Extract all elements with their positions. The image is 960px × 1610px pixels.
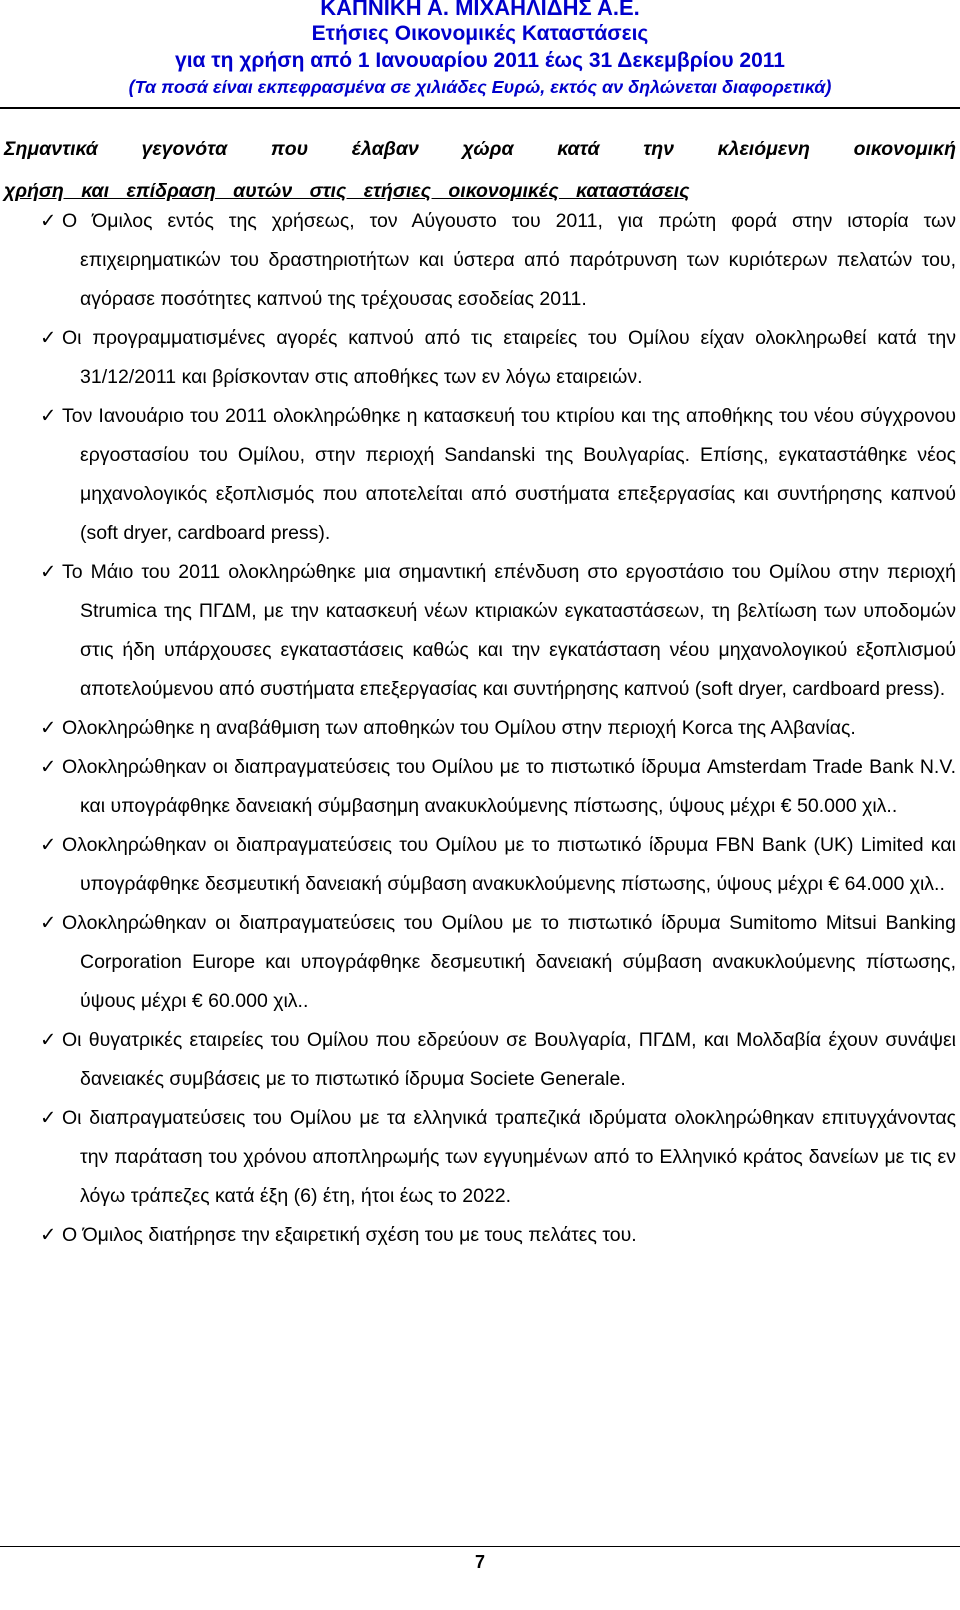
list-item-text: Οι διαπραγματεύσεις του Ομίλου με τα ελληνικά τραπεζικά ιδρύματα ολοκληρώθηκαν επιτυγχάνοντας την παράταση του χρόνου αποπληρωμής των εγγυημένων από το Ελληνικό κράτος δανείων με τις εν λόγω τράπεζες κατά έξη (6) έτη, ήτοι έως το 2022. — [62, 1107, 956, 1207]
check-mark-icon: ✓ — [40, 1107, 57, 1129]
list-item — [0, 826, 960, 904]
check-mark-icon: ✓ — [40, 717, 57, 739]
check-mark-icon: ✓ — [40, 327, 57, 349]
list-item-text: Ολοκληρώθηκαν οι διαπραγματεύσεις του Ομίλου με το πιστωτικό ίδρυμα Sumitomo Mitsui Banking Corporation Europe και υπογράφθηκε δεσμευτική δανειακή σύμβαση ανακυκλούμενης πίστωσης, ύψους μέχρι € 60.000 χιλ.. — [62, 912, 956, 1012]
list-item-text: Οι προγραμματισμένες αγορές καπνού από τις εταιρείες του Ομίλου είχαν ολοκληρωθεί κατά την 31/12/2011 και βρίσκονταν στις αποθήκες των εν λόγω εταιρειών. — [62, 327, 956, 388]
events-list — [0, 202, 960, 1255]
check-mark-icon: ✓ — [40, 1224, 57, 1246]
list-item-text: Οι θυγατρικές εταιρείες του Ομίλου που εδρεύουν σε Βουλγαρία, ΠΓΔΜ, και Μολδαβία έχουν συνάψει δανειακές συμβάσεις με το πιστωτικό ίδρυμα Societe Generale. — [62, 1029, 956, 1090]
list-item-text: Το Μάιο του 2011 ολοκληρώθηκε μια σημαντική επένδυση στο εργοστάσιο του Ομίλου στην περιοχή Strumica της ΠΓΔΜ, με την κατασκευή νέων κτιριακών εγκαταστάσεων, τη βελτίωση των υποδομών στις ήδη υπάρχουσες εγκαταστάσεις καθώς και την εγκατάσταση νέου μηχανολογικού εξοπλισμού αποτελούμενου από συστήματα επεξεργασίας και συντήρησης καπνού (soft dryer, cardboard press). — [62, 561, 956, 700]
list-item — [0, 397, 960, 553]
list-item-text: Τον Ιανουάριο του 2011 ολοκληρώθηκε η κατασκευή του κτιρίου και της αποθήκης του νέου σύγχρονου εργοστασίου του Ομίλου, στην περιοχή Sandanski της Βουλγαρίας. Επίσης, εγκαταστάθηκε νέος μηχανολογικός εξοπλισμός που αποτελείται από συστήματα επεξεργασίας και συντήρησης καπνού (soft dryer, cardboard press). — [62, 405, 956, 544]
list-item-text: Ο Όμιλος εντός της χρήσεως, τον Αύγουστο του 2011, για πρώτη φορά στην ιστορία των επιχειρηματικών του δραστηριοτήτων και ύστερα από παρότρυνση των κυριότερων πελατών του, αγόρασε ποσότητες καπνού της τρέχουσας εσοδείας 2011. — [62, 210, 956, 310]
list-item — [0, 1216, 960, 1255]
list-item — [0, 553, 960, 709]
report-title: Ετήσιες Οικονομικές Καταστάσεις — [311, 22, 649, 45]
list-item-text: Ολοκληρώθηκαν οι διαπραγματεύσεις του Ομίλου με το πιστωτικό ίδρυμα Amsterdam Trade Bank N.V. και υπογράφθηκε δανειακή σύμβασημη ανακυκλούμενης πίστωσης, ύψους μέχρι € 50.000 χιλ.. — [62, 756, 956, 817]
currency-note: (Τα ποσά είναι εκπεφρασμένα σε χιλιάδες Ευρώ, εκτός αν δηλώνεται διαφορετικά) — [128, 77, 832, 97]
list-item — [0, 202, 960, 319]
check-mark-icon: ✓ — [40, 405, 57, 427]
report-period: για τη χρήση από 1 Ιανουαρίου 2011 έως 31 Δεκεμβρίου 2011 — [175, 49, 785, 72]
header-divider — [0, 107, 960, 109]
check-mark-icon: ✓ — [40, 1029, 57, 1051]
document-header — [0, 0, 960, 100]
section-heading — [4, 128, 956, 212]
list-item — [0, 904, 960, 1021]
check-mark-icon: ✓ — [40, 912, 57, 934]
list-item-text: Ο Όμιλος διατήρησε την εξαιρετική σχέση του με τους πελάτες του. — [62, 1224, 637, 1246]
list-item — [0, 748, 960, 826]
footer-divider — [0, 1546, 960, 1547]
list-item — [0, 319, 960, 397]
check-mark-icon: ✓ — [40, 210, 57, 232]
list-item — [0, 1021, 960, 1099]
section-heading-line-1: Σημαντικά γεγονότα που έλαβαν χώρα κατά την κλειόμενη οικονομική — [4, 138, 956, 160]
list-item — [0, 709, 960, 748]
list-item-text: Ολοκληρώθηκε η αναβάθμιση των αποθηκών του Ομίλου στην περιοχή Korca της Αλβανίας. — [62, 717, 856, 739]
check-mark-icon: ✓ — [40, 756, 57, 778]
list-item-text: Ολοκληρώθηκαν οι διαπραγματεύσεις του Ομίλου με το πιστωτικό ίδρυμα FBN Bank (UK) Limited και υπογράφθηκε δεσμευτική δανειακή σύμβαση ανακυκλούμενης πίστωσης, ύψους μέχρι € 64.000 χιλ.. — [62, 834, 956, 895]
page-number: 7 — [474, 1552, 485, 1572]
list-item — [0, 1099, 960, 1216]
section-heading-line-2: χρήση και επίδραση αυτών στις ετήσιες οικονομικές καταστάσεις — [4, 180, 690, 202]
company-name: ΚΑΠΝΙΚΗ Α. ΜΙΧΑΗΛΙΔΗΣ Α.Ε. — [320, 0, 640, 20]
check-mark-icon: ✓ — [40, 561, 57, 583]
check-mark-icon: ✓ — [40, 834, 57, 856]
